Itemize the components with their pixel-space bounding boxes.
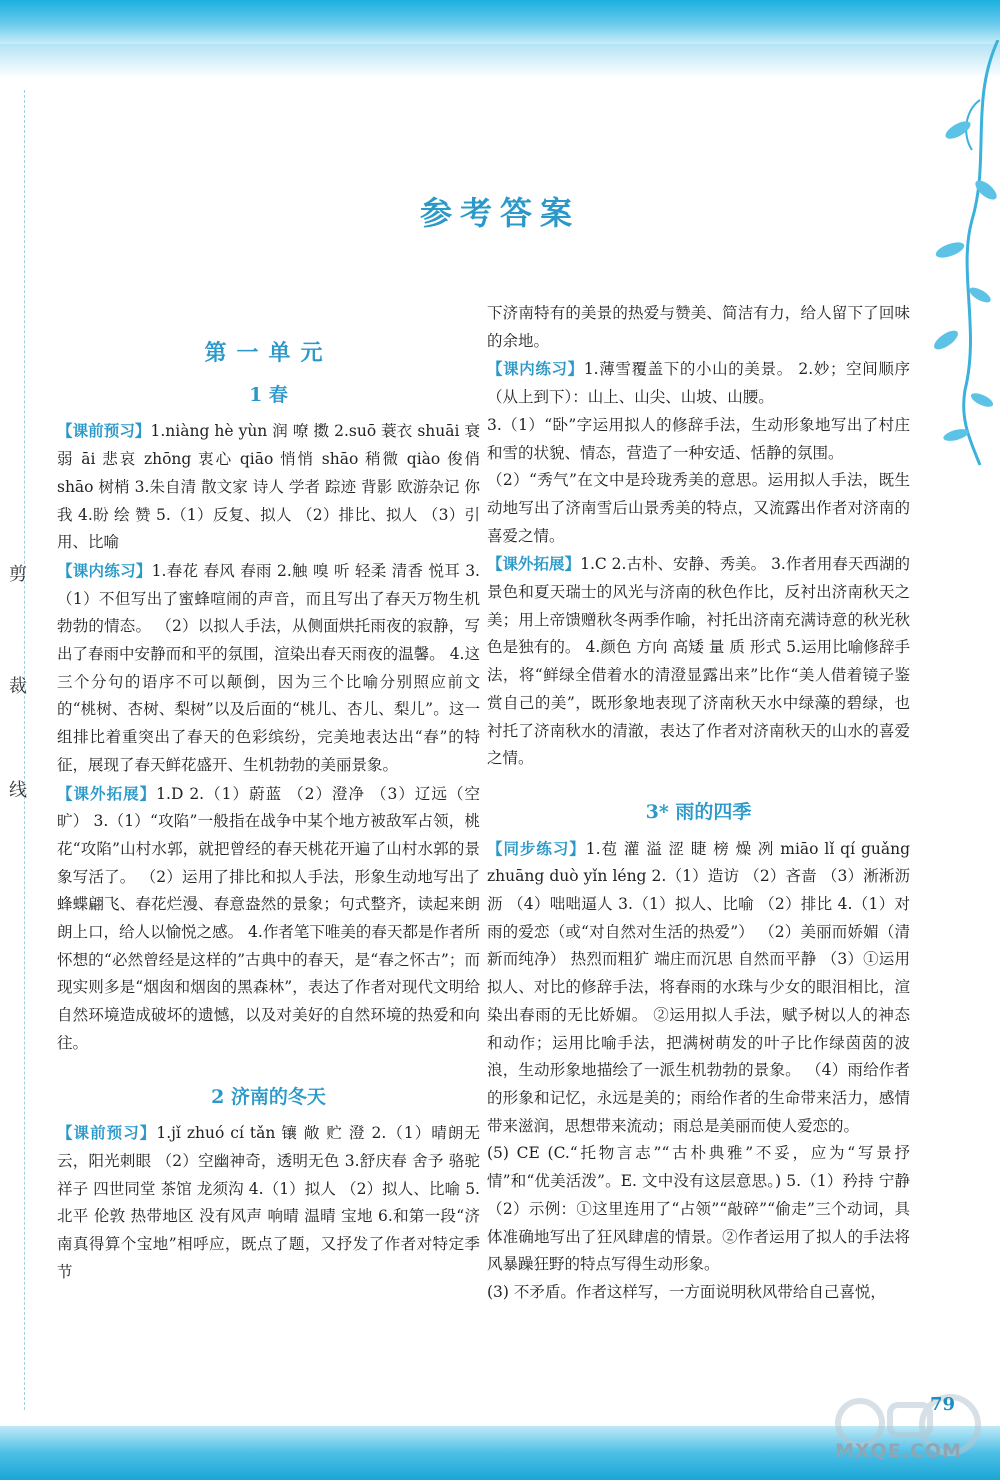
section-tag: 【课外拓展】 <box>487 554 581 574</box>
answer-text: 1.jǐ zhuó cí tǎn 镶 敞 贮 澄 2.（1）晴朗无云，阳光刺眼 （2）空幽神奇，透明无色 3.舒庆春 舍予 骆驼祥子 四世同堂 茶馆 龙须沟 4.（1）拟人 （2）拟人、比喻 5.北平 伦敦 热带地区 没有风声 响晴 温晴 宝地 6.和第一段“济南真得算个宝地”相呼应，既点了题，又抒发了作者对特定季节 <box>57 1124 480 1281</box>
cut-line <box>24 90 25 1410</box>
unit-title: 第一单元 <box>204 340 333 366</box>
answer-paragraph <box>57 780 480 1058</box>
right-column <box>487 300 910 1307</box>
section-title-3: 3* 雨的四季 <box>645 800 752 823</box>
answer-paragraph <box>487 550 910 773</box>
cut-char-1: 剪 <box>9 564 27 585</box>
answer-text: （2）“秀气”在文中是玲珑秀美的意思。运用拟人手法，既生动地写出了济南雪后山景秀美的特点，又流露出作者对济南的喜爱之情。 <box>487 471 910 545</box>
left-column <box>57 322 480 1287</box>
section-tag: 【课内练习】 <box>487 359 584 379</box>
cut-char-3: 线 <box>9 780 27 801</box>
answer-text: 3.（1）“卧”字运用拟人的修辞手法，生动形象地写出了村庄和雪的状貌、情态，营造了一种安适、恬静的氛围。 <box>487 415 910 462</box>
answer-text: 1.苞 灌 溢 涩 睫 榜 燥 冽 miāo lǐ qí guǎng zhuāng duò yǐn léng 2.（1）造访 （2）吝啬 （3）淅淅沥沥 （4）咄咄逼人 3.（1）拟人、比喻 （2）排比 4.（1）对雨的爱恋（或“对自然对生活的热爱”） （2）美丽而娇媚（清新而纯净） 热烈而粗犷 端庄而沉思 自然而平静 （3）①运用拟人、对比的修辞手法，将春雨的水珠与少女的眼泪相比，渲染出春雨的无比娇媚。 ②运用拟人手法，赋予树以人的神态和动作；运用比喻手法，把满树萌发的叶子比作绿茵茵的波浪，生动形象地描绘了一派生机勃勃的景象。 （4）雨给作者的形象和记忆，永远是美的；雨给作者的生命带来活力，感情带来滋润，思想带来流动；雨总是美丽而使人爱恋的。 <box>487 839 910 1135</box>
top-decor-fade <box>0 44 1000 78</box>
answer-paragraph <box>487 355 910 411</box>
section-tag: 【课前预习】 <box>57 1123 157 1143</box>
section-title-2: 2 济南的冬天 <box>211 1085 326 1108</box>
answer-paragraph <box>487 1140 910 1279</box>
answer-text: 1.niàng hè yùn 润 嘹 擞 2.suō 蓑衣 shuāi 衰弱 āi 悲哀 zhōng 衷心 qiāo 悄悄 shāo 稍微 qiào 俊俏 shāo 树梢 3.朱自清 散文家 诗人 学者 踪迹 背影 欧游杂记 你我 4.盼 绘 赞 5.（1）反复、拟人 （2）排比、拟人 （3）引用、比喻 <box>57 422 480 552</box>
section-title-1: 1 春 <box>249 383 288 406</box>
answer-text: (3) 不矛盾。作者这样写，一方面说明秋风带给自己喜悦， <box>487 1282 886 1301</box>
page-number: 79 <box>930 1394 956 1415</box>
answer-text: 1.春花 春风 春雨 2.触 嗅 听 轻柔 清香 悦耳 3.（1）不但写出了蜜蜂喧闹的声音，而且写出了春天万物生机勃勃的情态。 （2）以拟人手法，从侧面烘托雨夜的寂静，写出了春雨中安静而和平的氛围，渲染出春天雨夜的温馨。 4.这三个分句的语序不可以颠倒，因为三个比喻分别照应前文的“桃树、杏树、梨树”以及后面的“桃儿、杏儿、梨儿”。这一组排比着重突出了春天的色彩缤纷，完美地表达出“春”的特征，展现了春天鲜花盛开、生机勃勃的美丽景象。 <box>57 561 480 774</box>
answer-text: 1.薄雪覆盖下的小山的美景。 2.妙；空间顺序（从上到下）：山上、山尖、山坡、山腰。 <box>487 360 910 407</box>
answer-paragraph <box>487 1279 910 1307</box>
cut-char-2: 裁 <box>9 676 27 697</box>
answer-paragraph: 下济南特有的美景的热爱与赞美、简洁有力，给人留下了回味的余地。 <box>487 304 910 350</box>
answer-paragraph <box>57 417 480 557</box>
section-tag: 【课内练习】 <box>57 560 152 580</box>
answer-paragraph <box>487 467 910 550</box>
watermark-text: MXQE.COM <box>835 1440 962 1462</box>
answer-text: (5) CE (C.“托物言志”“古朴典雅”不妥，应为“写景抒情”和“优美活泼”。E. 文中没有这层意思。) 5.（1）矜持 宁静 （2）示例：①这里连用了“占领”“敲碎”“偷走”三个动词，具体准确地写出了狂风肆虐的情景。②作者运用了拟人的手法将风暴躁狂野的特点写得生动形象。 <box>487 1144 910 1274</box>
top-decor-band <box>0 0 1000 44</box>
answer-text: 1.D 2.（1）蔚蓝 （2）澄净 （3）辽远（空旷） 3.（1）“攻陷”一般指在战争中某个地方被敌军占领，桃花“攻陷”山村水郭，就把曾经的春天桃花开遍了山村水郭的景象写活了。 （2）运用了排比和拟人手法，形象生动地写出了蜂蝶翩飞、春花烂漫、春意盎然的景象；句式整齐，读起来朗朗上口，给人以愉悦之感。 4.作者笔下唯美的春天都是作者所怀想的“必然曾经是这样的”古典中的春天，是“春之怀古”；而现实则多是“烟囱和烟囱的黑森林”，表达了作者对现代文明给自然环境造成破坏的遗憾，以及对美好的自然环境的热爱和向往。 <box>57 784 480 1052</box>
answer-paragraph <box>487 412 910 467</box>
answer-text: 1.C 2.古朴、安静、秀美。 3.作者用春天西湖的景色和夏天瑞士的风光与济南的秋色作比，反衬出济南秋天之美；用上帝馈赠秋冬两季作喻，衬托出济南充满诗意的秋光秋色是独有的。 4.颜色 方向 高矮 量 质 形式 5.运用比喻修辞手法，将“鲜绿全借着水的清澄显露出来”比作“美人借着镜子鉴赏自己的美”，既形象地表现了济南秋天水中绿藻的碧绿，也衬托了济南秋水的清澈，表达了作者对济南秋天的山水的喜爱之情。 <box>487 555 910 768</box>
answer-paragraph <box>57 557 480 780</box>
section-tag: 【课外拓展】 <box>57 783 157 803</box>
answer-paragraph <box>57 1119 480 1286</box>
answer-paragraph <box>487 835 910 1141</box>
vine-decoration-icon <box>910 40 1000 470</box>
section-tag: 【同步练习】 <box>487 838 586 858</box>
section-tag: 【课前预习】 <box>57 421 151 441</box>
page-title: 参考答案 <box>419 194 580 232</box>
